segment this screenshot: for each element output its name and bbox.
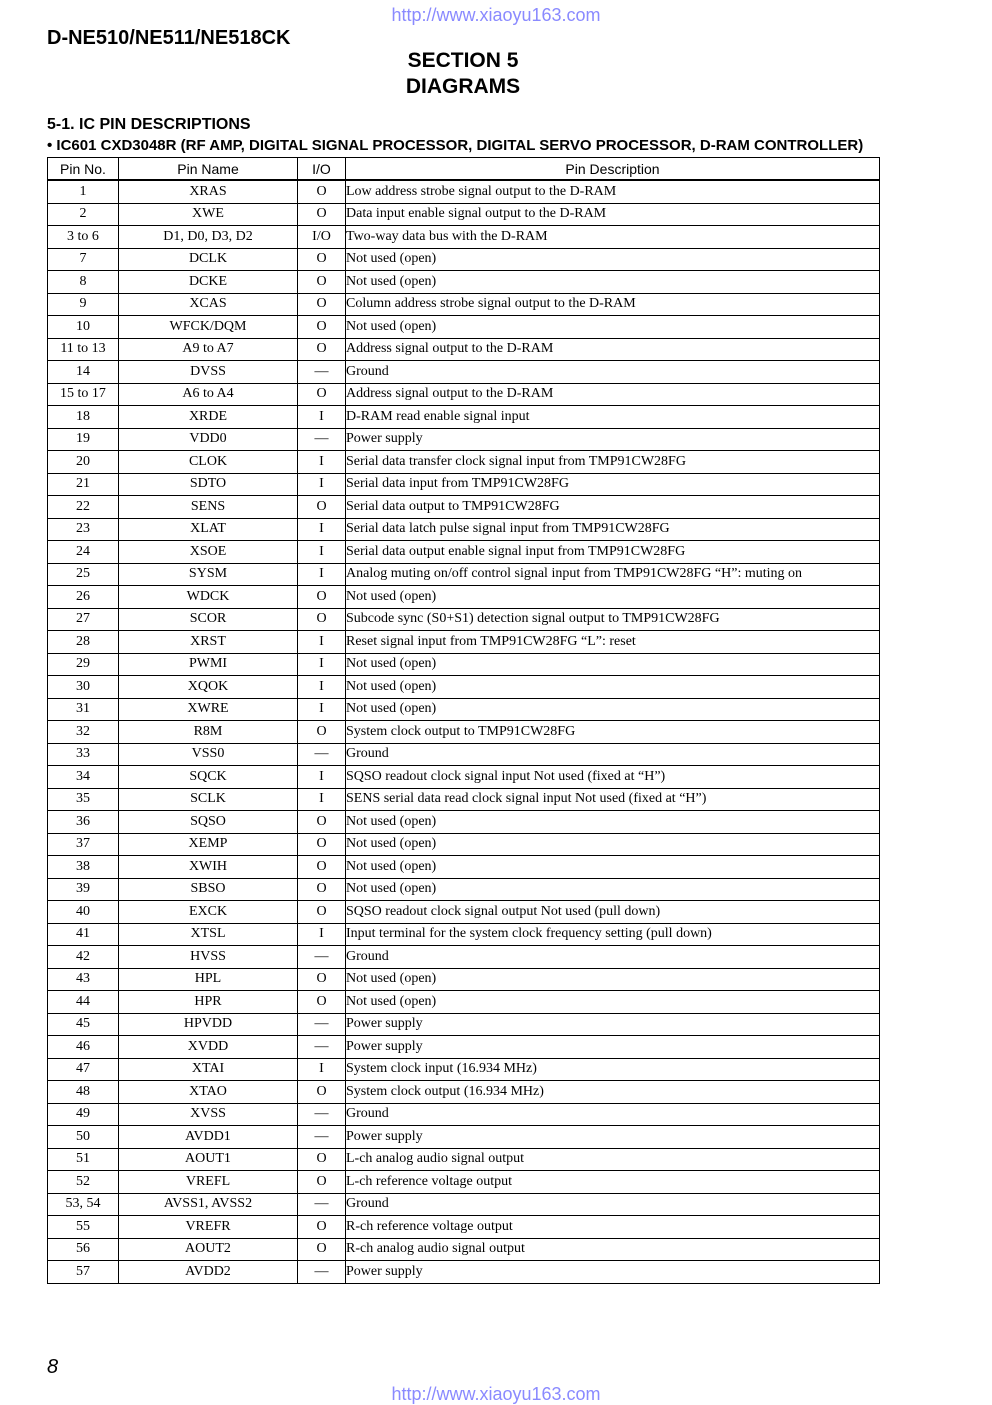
pin-description: Not used (open) <box>346 653 880 676</box>
pin-io: O <box>298 248 346 271</box>
table-row <box>48 698 880 721</box>
table-row <box>48 991 880 1014</box>
table-row <box>48 1013 880 1036</box>
pin-description: L-ch reference voltage output <box>346 1171 880 1194</box>
table-row <box>48 1193 880 1216</box>
table-row <box>48 473 880 496</box>
pin-description: Address signal output to the D-RAM <box>346 338 880 361</box>
pin-number: 55 <box>48 1216 119 1239</box>
table-row <box>48 496 880 519</box>
pin-name: SDTO <box>119 473 298 496</box>
pin-number: 44 <box>48 991 119 1014</box>
pin-io: I <box>298 1058 346 1081</box>
pin-name: XWE <box>119 203 298 226</box>
pin-io: I/O <box>298 226 346 249</box>
pin-name: DCKE <box>119 271 298 294</box>
pin-name: AOUT1 <box>119 1148 298 1171</box>
table-row <box>48 271 880 294</box>
pin-io: O <box>298 496 346 519</box>
pin-io: — <box>298 1261 346 1284</box>
pin-number: 34 <box>48 766 119 789</box>
table-row <box>48 293 880 316</box>
pin-description: Reset signal input from TMP91CW28FG “L”: reset <box>346 631 880 654</box>
table-row <box>48 203 880 226</box>
pin-description: Serial data output to TMP91CW28FG <box>346 496 880 519</box>
pin-io: — <box>298 428 346 451</box>
pin-number: 29 <box>48 653 119 676</box>
pin-name: EXCK <box>119 901 298 924</box>
table-row <box>48 180 880 203</box>
pin-description: R-ch reference voltage output <box>346 1216 880 1239</box>
pin-name: SQCK <box>119 766 298 789</box>
pin-number: 49 <box>48 1103 119 1126</box>
section-heading <box>0 48 926 100</box>
table-row <box>48 901 880 924</box>
pin-name: HPL <box>119 968 298 991</box>
section-number: SECTION 5 <box>407 49 519 72</box>
table-row <box>48 811 880 834</box>
pin-io: O <box>298 1148 346 1171</box>
pin-description: Not used (open) <box>346 248 880 271</box>
table-row <box>48 1216 880 1239</box>
pin-number: 51 <box>48 1148 119 1171</box>
pin-description: Serial data input from TMP91CW28FG <box>346 473 880 496</box>
pin-description: Not used (open) <box>346 698 880 721</box>
table-row <box>48 1081 880 1104</box>
pin-io: — <box>298 743 346 766</box>
pin-number: 28 <box>48 631 119 654</box>
pin-name: SQSO <box>119 811 298 834</box>
pin-name: SENS <box>119 496 298 519</box>
table-row <box>48 878 880 901</box>
pin-name: CLOK <box>119 451 298 474</box>
pin-description: Column address strobe signal output to the D-RAM <box>346 293 880 316</box>
pin-io: O <box>298 338 346 361</box>
pin-description: Input terminal for the system clock frequency setting (pull down) <box>346 923 880 946</box>
pin-number: 45 <box>48 1013 119 1036</box>
pin-name: HPR <box>119 991 298 1014</box>
pin-description: Serial data latch pulse signal input from TMP91CW28FG <box>346 518 880 541</box>
pin-number: 18 <box>48 406 119 429</box>
pin-number: 53, 54 <box>48 1193 119 1216</box>
pin-name: A6 to A4 <box>119 383 298 406</box>
pin-number: 41 <box>48 923 119 946</box>
pin-number: 25 <box>48 563 119 586</box>
pin-description: Not used (open) <box>346 676 880 699</box>
table-row <box>48 923 880 946</box>
pin-description: Ground <box>346 743 880 766</box>
pin-description: Power supply <box>346 1013 880 1036</box>
pin-name: PWMI <box>119 653 298 676</box>
pin-description: Data input enable signal output to the D-RAM <box>346 203 880 226</box>
pin-io: I <box>298 631 346 654</box>
table-row <box>48 428 880 451</box>
pin-number: 15 to 17 <box>48 383 119 406</box>
pin-description: Subcode sync (S0+S1) detection signal output to TMP91CW28FG <box>346 608 880 631</box>
pin-io: O <box>298 856 346 879</box>
pin-description: Not used (open) <box>346 968 880 991</box>
pin-io: I <box>298 406 346 429</box>
pin-number: 3 to 6 <box>48 226 119 249</box>
pin-description: Address signal output to the D-RAM <box>346 383 880 406</box>
pin-io: O <box>298 608 346 631</box>
pin-name: XRAS <box>119 180 298 203</box>
pin-io: O <box>298 833 346 856</box>
pin-number: 14 <box>48 361 119 384</box>
pin-number: 36 <box>48 811 119 834</box>
pin-number: 38 <box>48 856 119 879</box>
pin-io: O <box>298 316 346 339</box>
page-number: 8 <box>47 1356 59 1378</box>
pin-description: Power supply <box>346 1261 880 1284</box>
pin-description: Not used (open) <box>346 811 880 834</box>
pin-name: HPVDD <box>119 1013 298 1036</box>
pin-io: O <box>298 383 346 406</box>
col-header-description: Pin Description <box>346 158 880 181</box>
pin-name: XVSS <box>119 1103 298 1126</box>
pin-name: XTAI <box>119 1058 298 1081</box>
pin-number: 33 <box>48 743 119 766</box>
watermark-url-bottom[interactable]: http://www.xiaoyu163.com <box>391 1384 601 1404</box>
table-row <box>48 226 880 249</box>
pin-description: Analog muting on/off control signal input from TMP91CW28FG “H”: muting on <box>346 563 880 586</box>
pin-number: 1 <box>48 180 119 203</box>
pin-io: I <box>298 563 346 586</box>
pin-io: I <box>298 698 346 721</box>
col-header-pin-name: Pin Name <box>119 158 298 181</box>
pin-name: XVDD <box>119 1036 298 1059</box>
pin-number: 39 <box>48 878 119 901</box>
pin-number: 20 <box>48 451 119 474</box>
table-row <box>48 316 880 339</box>
pin-io: I <box>298 541 346 564</box>
table-row <box>48 856 880 879</box>
pin-number: 42 <box>48 946 119 969</box>
pin-description: Low address strobe signal output to the D-RAM <box>346 180 880 203</box>
pin-io: O <box>298 901 346 924</box>
table-row <box>48 1036 880 1059</box>
pin-description: SQSO readout clock signal input Not used (fixed at “H”) <box>346 766 880 789</box>
pin-io: I <box>298 518 346 541</box>
pin-description: System clock output to TMP91CW28FG <box>346 721 880 744</box>
pin-io: — <box>298 1103 346 1126</box>
table-row <box>48 946 880 969</box>
pin-number: 22 <box>48 496 119 519</box>
pin-description: System clock output (16.934 MHz) <box>346 1081 880 1104</box>
pin-name: XTAO <box>119 1081 298 1104</box>
table-row <box>48 1148 880 1171</box>
pin-description: Power supply <box>346 428 880 451</box>
pin-io: O <box>298 203 346 226</box>
pin-io: O <box>298 878 346 901</box>
pin-io: I <box>298 473 346 496</box>
pin-io: O <box>298 1216 346 1239</box>
pin-number: 40 <box>48 901 119 924</box>
pin-io: O <box>298 1171 346 1194</box>
model-title: D-NE510/NE511/NE518CK <box>47 27 291 49</box>
pin-io: O <box>298 721 346 744</box>
pin-number: 37 <box>48 833 119 856</box>
pin-number: 19 <box>48 428 119 451</box>
table-row <box>48 1103 880 1126</box>
table-row <box>48 383 880 406</box>
pin-io: — <box>298 946 346 969</box>
pin-number: 21 <box>48 473 119 496</box>
pin-io: I <box>298 923 346 946</box>
pin-description: Not used (open) <box>346 833 880 856</box>
pin-name: XRDE <box>119 406 298 429</box>
pin-number: 32 <box>48 721 119 744</box>
table-row <box>48 743 880 766</box>
pin-description: Not used (open) <box>346 271 880 294</box>
pin-number: 8 <box>48 271 119 294</box>
pin-number: 2 <box>48 203 119 226</box>
pin-name: AVSS1, AVSS2 <box>119 1193 298 1216</box>
pin-io: — <box>298 1036 346 1059</box>
watermark-url-top[interactable]: http://www.xiaoyu163.com <box>391 5 601 25</box>
pin-number: 7 <box>48 248 119 271</box>
table-row <box>48 608 880 631</box>
pin-description: Ground <box>346 946 880 969</box>
pin-description: Serial data transfer clock signal input from TMP91CW28FG <box>346 451 880 474</box>
pin-description: Not used (open) <box>346 316 880 339</box>
pin-description: Ground <box>346 1193 880 1216</box>
pin-io: O <box>298 271 346 294</box>
pin-io: O <box>298 968 346 991</box>
pin-name: XQOK <box>119 676 298 699</box>
pin-name: WDCK <box>119 586 298 609</box>
pin-number: 56 <box>48 1238 119 1261</box>
subsection-title: 5-1. IC PIN DESCRIPTIONS <box>47 116 251 133</box>
pin-name: VDD0 <box>119 428 298 451</box>
pin-description: SQSO readout clock signal output Not used (pull down) <box>346 901 880 924</box>
pin-description: Two-way data bus with the D-RAM <box>346 226 880 249</box>
col-header-pin-no: Pin No. <box>48 158 119 181</box>
table-row <box>48 833 880 856</box>
table-row <box>48 1058 880 1081</box>
pin-description: Power supply <box>346 1036 880 1059</box>
pin-number: 43 <box>48 968 119 991</box>
pin-io: O <box>298 1238 346 1261</box>
pin-number: 27 <box>48 608 119 631</box>
pin-description: R-ch analog audio signal output <box>346 1238 880 1261</box>
pin-name: XLAT <box>119 518 298 541</box>
table-row <box>48 1261 880 1284</box>
pin-io: O <box>298 180 346 203</box>
col-header-io: I/O <box>298 158 346 181</box>
pin-description: Power supply <box>346 1126 880 1149</box>
table-row <box>48 451 880 474</box>
table-row <box>48 1171 880 1194</box>
pin-name: WFCK/DQM <box>119 316 298 339</box>
table-row <box>48 631 880 654</box>
pin-description: L-ch analog audio signal output <box>346 1148 880 1171</box>
table-row <box>48 653 880 676</box>
pin-name: XCAS <box>119 293 298 316</box>
pin-name: SCOR <box>119 608 298 631</box>
pin-name: XWRE <box>119 698 298 721</box>
pin-number: 26 <box>48 586 119 609</box>
pin-name: XTSL <box>119 923 298 946</box>
pin-description: Ground <box>346 361 880 384</box>
pin-description: Ground <box>346 1103 880 1126</box>
section-title: DIAGRAMS <box>405 75 521 98</box>
pin-name: VSS0 <box>119 743 298 766</box>
pin-io: I <box>298 653 346 676</box>
pin-name: SBSO <box>119 878 298 901</box>
pin-number: 57 <box>48 1261 119 1284</box>
pin-io: O <box>298 586 346 609</box>
pin-io: — <box>298 361 346 384</box>
table-row <box>48 1126 880 1149</box>
table-body <box>48 180 880 1283</box>
pin-io: O <box>298 991 346 1014</box>
pin-name: AVDD2 <box>119 1261 298 1284</box>
pin-name: SYSM <box>119 563 298 586</box>
pin-description: Not used (open) <box>346 856 880 879</box>
pin-description: Not used (open) <box>346 878 880 901</box>
table-row <box>48 968 880 991</box>
table-row <box>48 586 880 609</box>
pin-number: 50 <box>48 1126 119 1149</box>
pin-io: O <box>298 1081 346 1104</box>
pin-number: 35 <box>48 788 119 811</box>
table-row <box>48 676 880 699</box>
table-row <box>48 248 880 271</box>
pin-number: 9 <box>48 293 119 316</box>
pin-name: XRST <box>119 631 298 654</box>
pin-name: D1, D0, D3, D2 <box>119 226 298 249</box>
table-row <box>48 766 880 789</box>
pin-number: 23 <box>48 518 119 541</box>
table-row <box>48 406 880 429</box>
pin-io: — <box>298 1013 346 1036</box>
pin-name: AVDD1 <box>119 1126 298 1149</box>
pin-name: XWIH <box>119 856 298 879</box>
pin-name: HVSS <box>119 946 298 969</box>
pin-description: Not used (open) <box>346 586 880 609</box>
pin-name: DCLK <box>119 248 298 271</box>
pin-io: — <box>298 1193 346 1216</box>
table-row <box>48 1238 880 1261</box>
pin-name: R8M <box>119 721 298 744</box>
pin-number: 48 <box>48 1081 119 1104</box>
pin-name: VREFR <box>119 1216 298 1239</box>
table-row <box>48 338 880 361</box>
pin-description: Not used (open) <box>346 991 880 1014</box>
pin-description: Serial data output enable signal input from TMP91CW28FG <box>346 541 880 564</box>
table-row <box>48 563 880 586</box>
pin-name: SCLK <box>119 788 298 811</box>
pin-description: SENS serial data read clock signal input Not used (fixed at “H”) <box>346 788 880 811</box>
table-row <box>48 541 880 564</box>
pin-io: I <box>298 451 346 474</box>
pin-io: O <box>298 293 346 316</box>
pin-number: 30 <box>48 676 119 699</box>
pin-io: I <box>298 788 346 811</box>
pin-name: XEMP <box>119 833 298 856</box>
pin-io: O <box>298 811 346 834</box>
pin-number: 10 <box>48 316 119 339</box>
pin-number: 31 <box>48 698 119 721</box>
pin-io: — <box>298 1126 346 1149</box>
ic-title: • IC601 CXD3048R (RF AMP, DIGITAL SIGNAL PROCESSOR, DIGITAL SERVO PROCESSOR, D-RAM CONTROLLER) <box>47 137 864 154</box>
pin-number: 11 to 13 <box>48 338 119 361</box>
table-row <box>48 518 880 541</box>
pin-io: I <box>298 676 346 699</box>
table-header-row <box>48 158 880 181</box>
table-row <box>48 361 880 384</box>
pin-number: 24 <box>48 541 119 564</box>
pin-description: System clock input (16.934 MHz) <box>346 1058 880 1081</box>
table-row <box>48 721 880 744</box>
pin-number: 47 <box>48 1058 119 1081</box>
pin-io: I <box>298 766 346 789</box>
pin-number: 46 <box>48 1036 119 1059</box>
pin-description: D-RAM read enable signal input <box>346 406 880 429</box>
table-row <box>48 788 880 811</box>
pin-name: XSOE <box>119 541 298 564</box>
pin-description-table <box>47 157 880 1284</box>
pin-name: AOUT2 <box>119 1238 298 1261</box>
pin-name: A9 to A7 <box>119 338 298 361</box>
pin-name: VREFL <box>119 1171 298 1194</box>
pin-number: 52 <box>48 1171 119 1194</box>
pin-name: DVSS <box>119 361 298 384</box>
